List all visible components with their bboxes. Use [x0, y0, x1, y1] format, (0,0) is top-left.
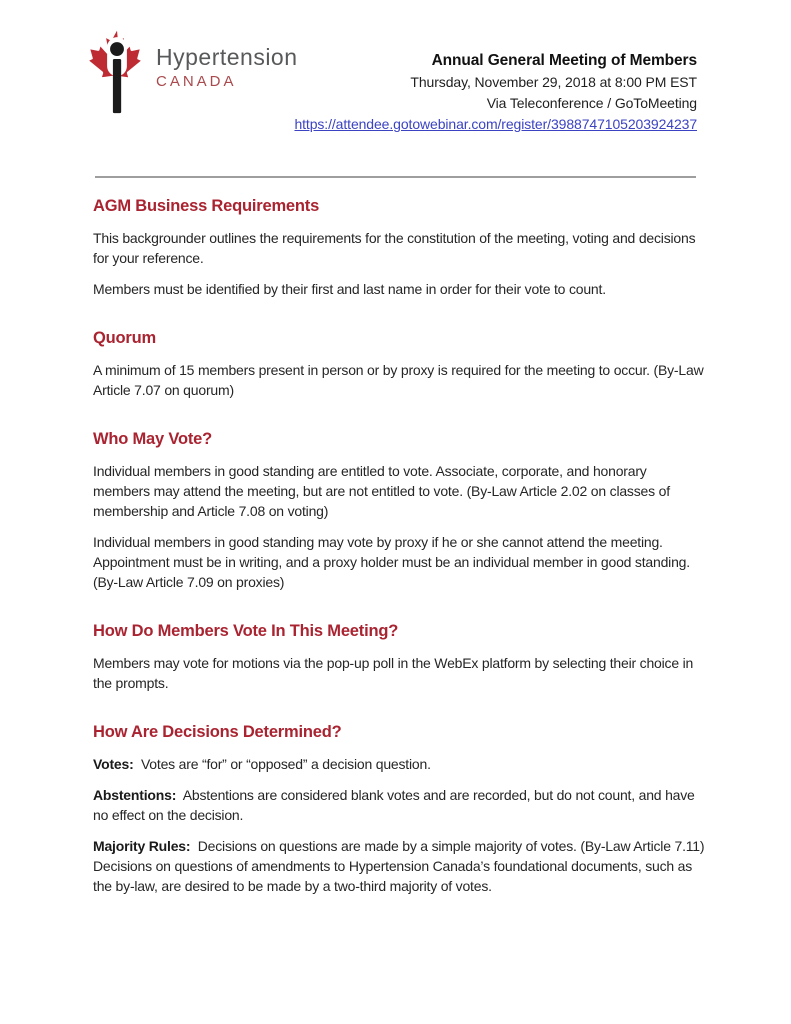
meeting-header [294, 50, 697, 135]
brand-country: CANADA [156, 73, 237, 90]
document-section [93, 723, 705, 896]
section-heading: AGM Business Requirements [93, 197, 320, 215]
section-heading: How Are Decisions Determined? [93, 723, 342, 742]
section-paragraphs [93, 228, 705, 299]
paragraph-lead: Abstentions: [93, 787, 177, 804]
document-section [93, 622, 705, 693]
paragraph: This backgrounder outlines the requirements for the constitution of the meeting, voting and decisions for your reference. [93, 230, 696, 267]
meeting-title: Annual General Meeting of Members [431, 52, 697, 69]
paragraph: Members may vote for motions via the pop-up poll in the WebEx platform by selecting their choice in the prompts. [93, 655, 694, 692]
document-section [93, 430, 705, 592]
paragraph-lead: Votes: [93, 756, 134, 773]
section-heading: How Do Members Vote In This Meeting? [93, 622, 399, 641]
header-divider [95, 176, 696, 178]
meeting-location: Via Teleconference / GoToMeeting [486, 95, 697, 111]
maple-leaf-person-icon [84, 28, 150, 115]
section-heading: Quorum [93, 329, 156, 348]
logo-wordmark [156, 46, 298, 89]
brand-name: Hypertension [156, 44, 298, 70]
paragraph: Majority Rules: Decisions on questions are made by a simple majority of votes. (By-Law Article 7.11) Decisions on questions of amendments to Hypertension Canada’s foundational documents, such as the by-law, are desired to be made by a two-third majority of votes. [93, 838, 705, 895]
section-paragraphs [93, 653, 705, 693]
meeting-datetime: Thursday, November 29, 2018 at 8:00 PM EST [410, 74, 697, 90]
section-paragraphs [93, 461, 705, 592]
section-heading: Who May Vote? [93, 430, 213, 449]
document-section [93, 197, 705, 299]
paragraph: Abstentions: Abstentions are considered blank votes and are recorded, but do not count, and have no effect on the decision. [93, 787, 695, 824]
document-section [93, 329, 705, 400]
paragraph: Members must be identified by their first and last name in order for their vote to count. [93, 281, 606, 298]
registration-link[interactable]: https://attendee.gotowebinar.com/register/3988747105203924237 [294, 116, 697, 132]
document-sections [93, 197, 705, 926]
paragraph: A minimum of 15 members present in person or by proxy is required for the meeting to occur. (By-Law Article 7.07 on quorum) [93, 362, 704, 399]
paragraph-lead: Majority Rules: [93, 838, 191, 855]
section-paragraphs [93, 754, 705, 896]
paragraph: Individual members in good standing are entitled to vote. Associate, corporate, and honorary members may attend the meeting, but are not entitled to vote. (By-Law Article 2.02 on classes of membership and Article 7.08 on voting) [93, 463, 670, 520]
paragraph: Votes: Votes are “for” or “opposed” a decision question. [93, 756, 431, 773]
hypertension-canada-logo [84, 28, 298, 115]
paragraph: Individual members in good standing may vote by proxy if he or she cannot attend the meeting. Appointment must be in writing, and a proxy holder must be an individual member in good standing. (By-Law Article 7.09 on proxies) [93, 534, 690, 591]
section-paragraphs [93, 360, 705, 400]
